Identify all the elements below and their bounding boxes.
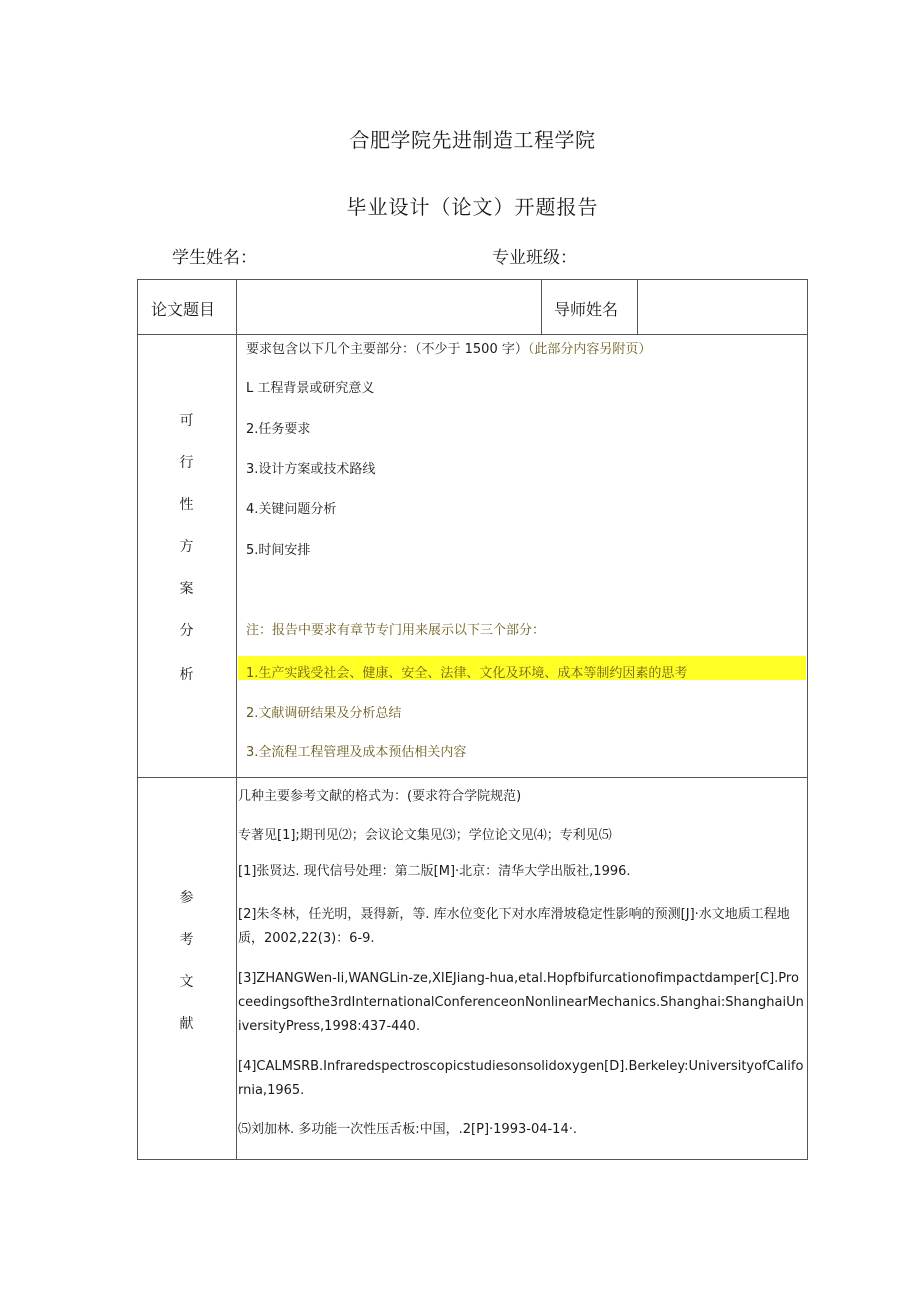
thesis-title-field[interactable] [239,290,539,330]
report-title: 毕业设计（论文）开题报告 [346,195,599,219]
column-divider [236,279,237,1160]
note-item: 2.文献调研结果及分析总结 [246,706,402,721]
list-item: 4.关键问题分析 [246,502,337,517]
list-item: L 工程背景或研究意义 [246,381,375,396]
supervisor-field[interactable] [640,290,805,330]
feasibility-intro: 要求包含以下几个主要部分：（不少于 1500 字）（此部分内容另附页） [246,342,652,357]
references-intro: 几种主要参考文献的格式为：(要求符合学院规范) [238,789,522,804]
thesis-title-label: 论文题目 [151,300,216,319]
list-item: 3.设计方案或技术路线 [246,462,376,477]
note-item: 3.全流程工程管理及成本预估相关内容 [246,745,467,760]
reference-item: [1]张贤达. 现代信号处理：第二版[M]·北京：清华大学出版社,1996. [238,864,631,879]
column-divider [637,279,638,334]
reference-item: ⑸刘加林. 多功能一次性压舌板:中国，.2[P]·1993-04-14·. [238,1122,577,1137]
note-item-highlighted: 1.生产实践受社会、健康、安全、法律、文化及环境、成本等制约因素的思考 [246,666,688,681]
institution-title: 合肥学院先进制造工程学院 [349,128,596,152]
reference-item: [3]ZHANGWen-Ii,WANGLin-ze,XIEJiang-hua,etal.Hopfbifurcationofimpactdamper[C].Proceedingsofthe3rdInternationalConferenceonNonlinearMechanics.Shanghai:ShanghaiUniversityPress,1998:437-440. [238,971,804,1034]
major-class-label: 专业班级： [492,248,577,268]
table-border-right [807,279,808,1160]
list-item: 5.时间安排 [246,543,311,558]
reference-item: [4]CALMSRB.Infraredspectroscopicstudiesonsolidoxygen[D].Berkeley:UniversityofCalifornia,1965. [238,1059,804,1098]
column-divider [541,279,542,334]
supervisor-label: 导师姓名 [554,300,619,319]
report-note: 注：报告中要求有章节专门用来展示以下三个部分： [246,623,546,638]
table-border-bottom [137,1159,808,1160]
list-item: 2.任务要求 [246,422,311,437]
row-divider [137,334,808,335]
table-border-top [137,279,808,280]
reference-item: [2]朱冬林，任光明，聂得新，等. 库水位变化下对水库滑坡稳定性影响的预测[J]·水文地质工程地质，2002,22(3)：6-9. [238,907,790,946]
attachment-note: （此部分内容另附页） [527,342,652,357]
row-divider [137,777,808,778]
student-name-label: 学生姓名： [172,248,257,268]
reference-types: 专著见[1];期刊见⑵；会议论文集见⑶；学位论文见⑷；专利见⑸ [238,828,612,843]
